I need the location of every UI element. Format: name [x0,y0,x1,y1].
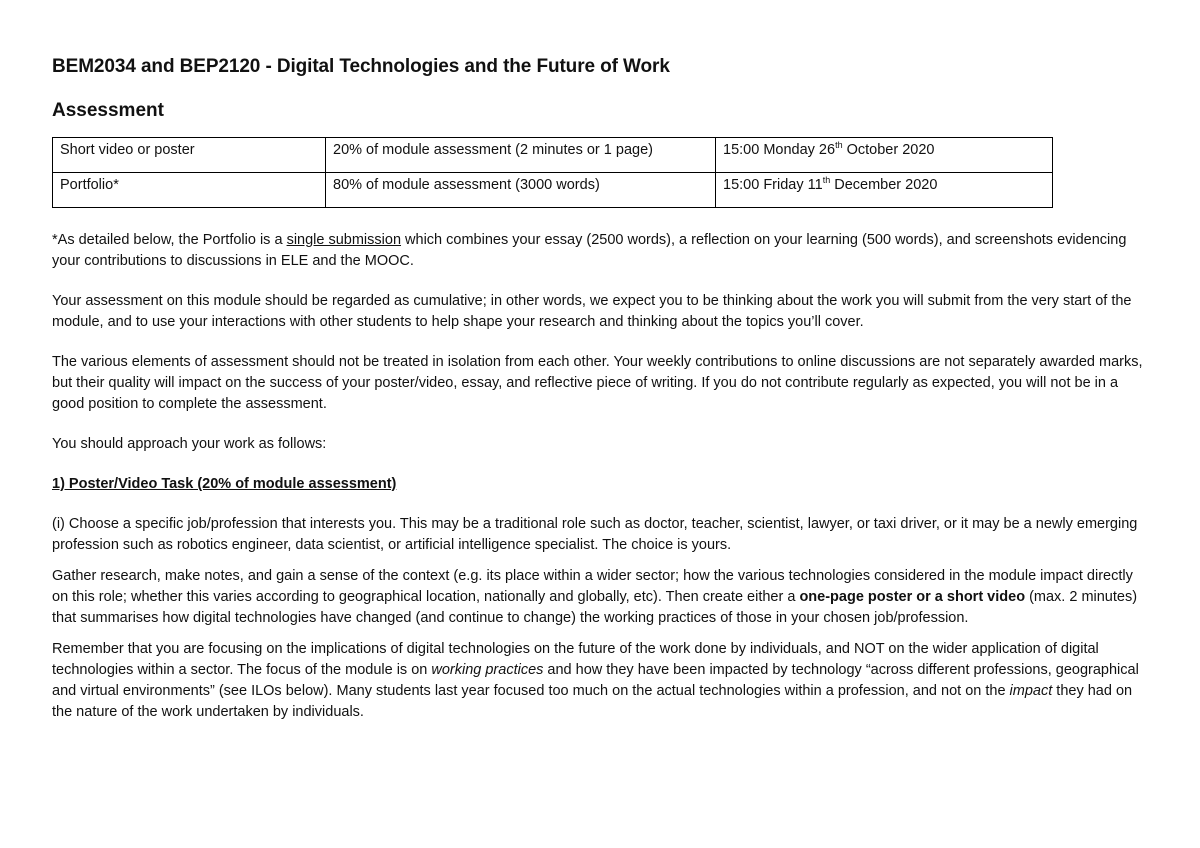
paragraph-cumulative: Your assessment on this module should be regarded as cumulative; in other words, we expect you to be thinking about the work you will submit from the very start of the module, and to use your interactions with other students to help shape your research and thinking about the topics you’ll cover. [52,293,1132,330]
table-cell-weight: 80% of module assessment (3000 words) [326,173,716,208]
deadline-ordinal: th [822,175,831,186]
paragraph-remember [52,639,1152,723]
deadline-date: 15:00 Monday 26 [723,142,836,158]
table-row [53,138,1053,173]
remember-text-cont: and how they have been impacted by technology “across different professions, geographical and virtual environments” (see ILOs below). Many students last year focused too much on the actual technologies within a profession, and not on the [52,662,1139,699]
paragraph-approach: You should approach your work as follows: [52,436,327,452]
impact-emphasis: impact [1009,683,1053,699]
remember-text-end: they had on the nature of the work undertaken by individuals. [52,683,1133,720]
note-text: *As detailed below, the Portfolio is a [52,232,287,248]
deadline-ordinal: th [835,140,843,151]
table-row [53,173,1053,208]
deadline-month-year: October 2020 [842,142,935,158]
document-page [52,55,1152,723]
deadline-month-year: December 2020 [830,177,938,193]
gather-text: Gather research, make notes, and gain a sense of the context (e.g. its place within a wider sector; how the various technologies considered in the module impact directly on this role; whether this varies according to geographical location, nationally and globally, etc). Then create either a [52,568,1133,605]
note-text-cont: which combines your essay (2500 words), a reflection on your learning (500 words), and screenshots evidencing your contributions to discussions in ELE and the MOOC. [52,232,1127,269]
table-cell-deadline [716,173,1053,208]
portfolio-note [52,230,1152,272]
poster-video-emphasis: one-page poster or a short video [799,589,1026,605]
single-submission-emphasis: single submission [286,232,402,248]
paragraph-gather-research [52,566,1152,629]
assessment-table [52,137,1053,208]
table-cell-weight: 20% of module assessment (2 minutes or 1 page) [326,138,716,173]
paragraph-choose-job: (i) Choose a specific job/profession that interests you. This may be a traditional role such as doctor, teacher, scientist, lawyer, or taxi driver, or it may be a newly emerging profession such as robotics engineer, data scientist, or artificial intelligence specialist. The choice is yours. [52,516,1138,553]
gather-text-cont: (max. 2 minutes) that summarises how digital technologies have changed (and continue to change) the working practices of those in your chosen job/profession. [52,589,1138,626]
section-heading-assessment: Assessment [52,100,164,121]
remember-text: Remember that you are focusing on the implications of digital technologies on the future of the work done by individuals, and NOT on the wider application of digital technologies within a sector. The focus of the module is on [52,641,1099,678]
deadline-date: 15:00 Friday 11 [723,177,823,193]
document-title: BEM2034 and BEP2120 - Digital Technologies and the Future of Work [52,56,670,77]
table-cell-item: Portfolio* [53,173,326,208]
paragraph-isolation: The various elements of assessment should not be treated in isolation from each other. Your weekly contributions to online discussions are not separately awarded marks, but their quality will impact on the success of your poster/video, essay, and reflective piece of writing. If you do not contribute regularly as expected, you will not be in a good position to complete the assessment. [52,354,1143,412]
working-practices-emphasis: working practices [431,662,544,678]
section-heading-poster-video: 1) Poster/Video Task (20% of module assessment) [52,476,397,492]
table-cell-deadline [716,138,1053,173]
table-cell-item: Short video or poster [53,138,326,173]
